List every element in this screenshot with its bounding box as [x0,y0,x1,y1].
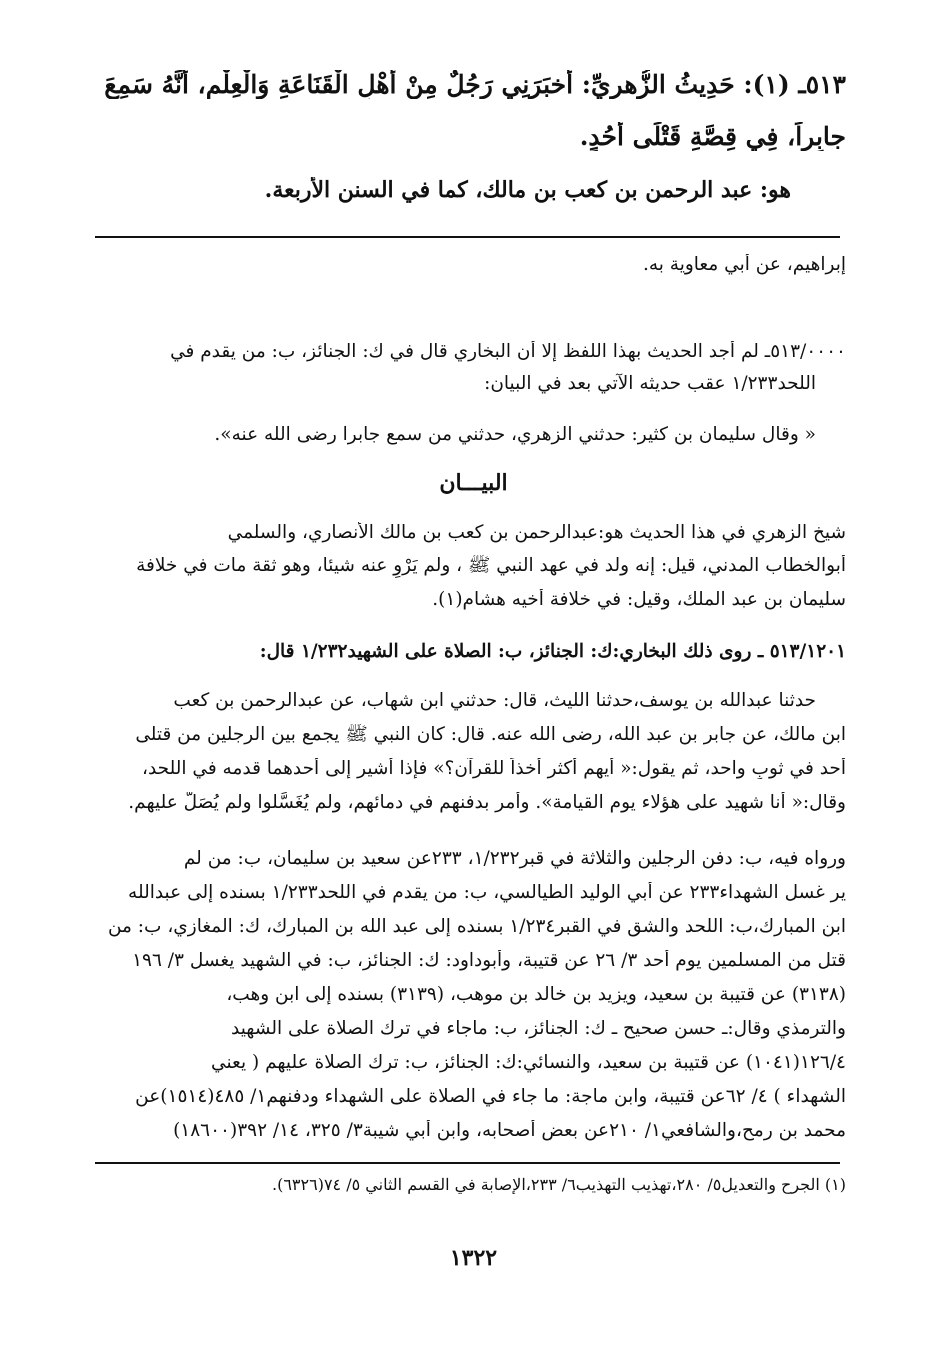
takhrij-line-7: ١٢٦/٤(١٠٤١) عن قتيبة بن سعيد، والنسائي:ك: الجنائز، ب: ترك الصلاة عليهم ( يعني [211,1052,846,1073]
takhrij-line-9: محمد بن رمح،والشافعي١/ ٢١٠عن بعض أصحابه، وابن أبي شيبة٣/ ٣٢٥، ١٤/ ٣٩٢(١٨٦٠٠) [173,1120,846,1141]
takhrij-line-4: قتل من المسلمين يوم أحد ٣/ ٢٦ عن قتيبة، وأبوداود: ك: الجنائز، ب: في الشهيد يغسل ٣/ ١٩٦ [132,950,846,971]
hadith-header-line-2: جابِراً، فِي قِصَّةِ قَتْلَى أُحُدٍ. [579,122,846,151]
takhrij-line-8: الشهداء ) ٤/ ٦٢عن قتيبة، وابن ماجة: ما جاء في الصلاة على الشهداء ودفنهم١/ ٤٨٥(١٥١٤)عن [135,1086,846,1107]
entry-0000-line-1: ٥١٣/٠٠٠٠ـ لم أجد الحديث بهذا اللفظ إلا أن البخاري قال في ك: الجنائز، ب: من يقدم في [170,341,846,362]
entry-1201-line-2: ابن مالك، عن جابر بن عبد الله، رضى الله عنه. قال: كان النبي ﷺ يجمع بين الرجلين من قتلى [135,724,846,745]
continuation-text: إبراهيم، عن أبي معاوية به. [642,254,846,275]
takhrij-line-5: (٣١٣٨) عن قتيبة بن سعيد، ويزيد بن خالد بن موهب، (٣١٣٩) بسنده إلى ابن وهب، [226,984,846,1005]
entry-1201-line-4: وقال:« أنا شهيد على هؤلاء يوم القيامة». وأمر بدفنهم في دمائهم، ولم يُغَسَّلوا ولم يُصَلَّ عليهم. [128,792,846,813]
narrator-identity: هو: عبد الرحمن بن كعب بن مالك، كما في السنن الأربعة. [264,177,791,203]
entry-1201-line-1: حدثنا عبدالله بن يوسف،حدثنا الليث، قال: حدثني ابن شهاب، عن عبدالرحمن بن كعب [173,690,816,711]
top-separator-rule [95,236,840,238]
entry-1201-line-3: أحد في ثوبٍ واحد، ثم يقول:« أيهم أكثر أخذاً للقرآن؟» فإذا أشير إلى أحدهما قدمه في اللحد، [142,758,846,779]
hadith-header-line-1: ٥١٣ـ (١): حَدِيثُ الزُّهرِيِّ: أَخبَرَنِي رَجُلٌ مِنْ أَهْلِ الْقَنَاعَةِ وَالْعِلْمِ، أَنَّهُ سَمِعَ [104,70,846,99]
takhrij-line-2: ير غسل الشهداء٢٣٣ عن أبي الوليد الطيالسي، ب: من يقدم في اللحد١/٢٣٣ بسنده إلى عبدالله [128,882,846,903]
footnote-1: (١) الجرح والتعديل٥/ ٢٨٠،تهذيب التهذيب٦/ ٢٣٣،الإصابة في القسم الثاني ٥/ ٧٤(٦٣٢٦). [272,1175,846,1194]
bayan-line-3: سليمان بن عبد الملك، وقيل: في خلافة أخيه هشام(١). [432,589,846,610]
entry-0000-quote: « وقال سليمان بن كثير: حدثني الزهري، حدثني من سمع جابرا رضى الله عنه». [214,424,816,445]
entry-1201-heading: ٥١٣/١٢٠١ ـ روى ذلك البخاري:ك: الجنائز، ب: الصلاة على الشهيد١/٢٣٢ قال: [259,641,846,662]
takhrij-line-1: ورواه فيه، ب: دفن الرجلين والثلاثة في قبر١/٢٣٢، ٢٣٣عن سعيد بن سليمان، ب: من لم [183,848,846,869]
footnote-separator-rule [95,1162,840,1164]
bayan-line-1: شيخ الزهري في هذا الحديث هو:عبدالرحمن بن كعب بن مالك الأنصاري، والسلمي [227,522,846,543]
bayan-line-2: أبوالخطاب المدني، قيل: إنه ولد في عهد النبي ﷺ ، ولم يَرْوِ عنه شيئا، وهو ثقة مات في خلافة [136,555,846,576]
takhrij-line-3: ابن المبارك،ب: اللحد والشق في القبر١/٢٣٤ بسنده إلى عبد الله بن المبارك، ك: المغازي، ب: من [107,916,846,937]
takhrij-line-6: والترمذي وقال:ـ حسن صحيح ـ ك: الجنائز، ب: ماجاء في ترك الصلاة على الشهيد [231,1018,846,1039]
entry-0000-line-2: اللحد١/٢٣٣ عقب حديثه الآتي بعد في البيان: [484,373,816,394]
page-number: ١٣٢٢ [449,1245,498,1271]
section-title-bayan: البيـــان [439,470,508,496]
